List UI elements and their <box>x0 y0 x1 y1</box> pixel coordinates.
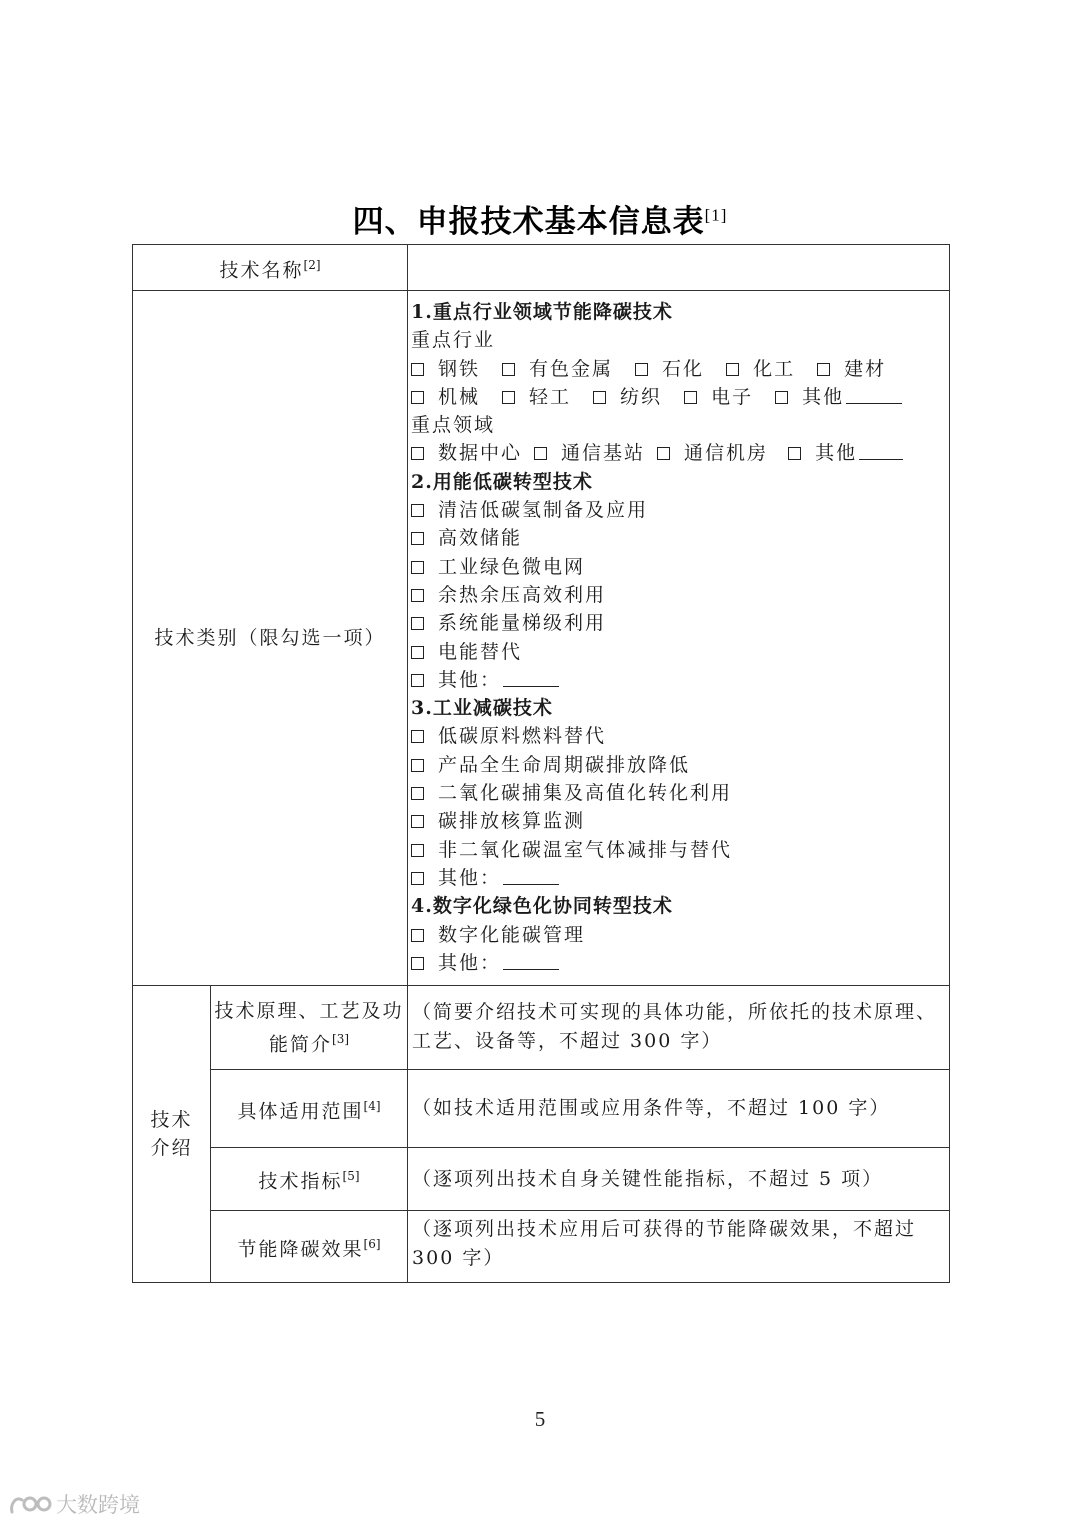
checkbox[interactable] <box>411 391 424 404</box>
option-hydrogen[interactable]: 清洁低碳氢制备及应用 <box>411 496 946 524</box>
option-comm-room[interactable]: 通信机房 <box>657 439 768 467</box>
checkbox[interactable] <box>502 391 515 404</box>
tech-name-input[interactable] <box>408 245 950 291</box>
checkbox[interactable] <box>817 363 830 376</box>
page-title <box>0 196 1080 241</box>
industry-row-2 <box>411 383 946 411</box>
checkbox[interactable] <box>411 929 424 942</box>
row-scope <box>133 1070 950 1148</box>
fill-blank[interactable] <box>503 949 559 970</box>
option-waste-heat[interactable]: 余热余压高效利用 <box>411 581 946 609</box>
checkbox[interactable] <box>411 447 424 460</box>
option-other-industry[interactable]: 其他 <box>775 383 902 411</box>
row-indicators <box>133 1148 950 1211</box>
checkbox[interactable] <box>411 815 424 828</box>
tech-category-options <box>408 291 950 986</box>
checkbox[interactable] <box>411 646 424 659</box>
option-carbon-monitoring[interactable]: 碳排放核算监测 <box>411 807 946 835</box>
option-nonferrous[interactable]: 有色金属 <box>502 355 613 383</box>
fill-blank[interactable] <box>859 439 903 460</box>
scope-label: 具体适用范围[4] <box>211 1070 408 1148</box>
option-other-3[interactable]: 其他： <box>411 864 946 892</box>
row-tech-category <box>133 291 950 986</box>
checkbox[interactable] <box>411 759 424 772</box>
scope-input[interactable]: （如技术适用范围或应用条件等，不超过 100 字） <box>408 1070 950 1148</box>
option-textile[interactable]: 纺织 <box>593 383 662 411</box>
section-heading: 4.数字化绿色化协同转型技术 <box>411 895 673 918</box>
checkbox[interactable] <box>411 787 424 800</box>
option-light-industry[interactable]: 轻工 <box>502 383 571 411</box>
option-ccus[interactable]: 二氧化碳捕集及高值化转化利用 <box>411 779 946 807</box>
checkbox[interactable] <box>534 447 547 460</box>
option-chemical[interactable]: 化工 <box>726 355 795 383</box>
option-other-field[interactable]: 其他 <box>788 439 903 467</box>
option-other-2[interactable]: 其他： <box>411 666 946 694</box>
subheading-industries: 重点行业 <box>411 329 496 352</box>
option-base-station[interactable]: 通信基站 <box>534 439 645 467</box>
option-data-center[interactable]: 数据中心 <box>411 439 522 467</box>
watermark-logo-icon <box>8 1492 52 1516</box>
checkbox[interactable] <box>411 730 424 743</box>
option-electrification[interactable]: 电能替代 <box>411 638 946 666</box>
tech-category-label: 技术类别（限勾选一项） <box>133 291 408 986</box>
intro-group-label: 技术 介绍 <box>133 986 211 1283</box>
row-effect <box>133 1211 950 1283</box>
fill-blank[interactable] <box>503 864 559 885</box>
title-text: 四、申报技术基本信息表 <box>352 204 705 240</box>
option-other-4[interactable]: 其他： <box>411 949 946 977</box>
fill-blank[interactable] <box>846 383 902 404</box>
option-microgrid[interactable]: 工业绿色微电网 <box>411 553 946 581</box>
checkbox[interactable] <box>411 363 424 376</box>
title-footnote: [1] <box>704 205 728 225</box>
watermark <box>8 1489 140 1519</box>
checkbox[interactable] <box>411 844 424 857</box>
option-lifecycle[interactable]: 产品全生命周期碳排放降低 <box>411 751 946 779</box>
option-steel[interactable]: 钢铁 <box>411 355 480 383</box>
checkbox[interactable] <box>593 391 606 404</box>
checkbox[interactable] <box>684 391 697 404</box>
checkbox[interactable] <box>726 363 739 376</box>
option-non-co2[interactable]: 非二氧化碳温室气体减排与替代 <box>411 836 946 864</box>
row-tech-name <box>133 245 950 291</box>
field-row <box>411 439 946 467</box>
indicators-label: 技术指标[5] <box>211 1148 408 1211</box>
row-principle <box>133 986 950 1070</box>
checkbox[interactable] <box>411 957 424 970</box>
checkbox[interactable] <box>635 363 648 376</box>
option-petrochemical[interactable]: 石化 <box>635 355 704 383</box>
option-low-carbon-feedstock[interactable]: 低碳原料燃料替代 <box>411 722 946 750</box>
fill-blank[interactable] <box>503 666 559 687</box>
tech-info-table <box>132 244 950 1283</box>
checkbox[interactable] <box>411 674 424 687</box>
option-storage[interactable]: 高效储能 <box>411 524 946 552</box>
industry-row-1 <box>411 355 946 383</box>
checkbox[interactable] <box>411 532 424 545</box>
checkbox[interactable] <box>411 561 424 574</box>
section-heading: 3.工业减碳技术 <box>411 697 553 720</box>
indicators-input[interactable]: （逐项列出技术自身关键性能指标，不超过 5 项） <box>408 1148 950 1211</box>
principle-label: 技术原理、工艺及功能简介[3] <box>211 986 408 1070</box>
option-machinery[interactable]: 机械 <box>411 383 480 411</box>
checkbox[interactable] <box>411 589 424 602</box>
checkbox[interactable] <box>502 363 515 376</box>
subheading-fields: 重点领域 <box>411 414 496 437</box>
effect-label: 节能降碳效果[6] <box>211 1211 408 1283</box>
section-heading: 1.重点行业领域节能降碳技术 <box>411 301 673 323</box>
option-electronics[interactable]: 电子 <box>684 383 753 411</box>
tech-name-label: 技术名称[2] <box>133 245 408 291</box>
option-cascade-energy[interactable]: 系统能量梯级利用 <box>411 609 946 637</box>
effect-input[interactable]: （逐项列出技术应用后可获得的节能降碳效果，不超过300 字） <box>408 1211 950 1283</box>
watermark-text: 大数跨境 <box>56 1493 140 1517</box>
section-heading: 2.用能低碳转型技术 <box>411 470 593 493</box>
option-digital-energy[interactable]: 数字化能碳管理 <box>411 921 946 949</box>
principle-input[interactable]: （简要介绍技术可实现的具体功能，所依托的技术原理、工艺、设备等，不超过 300 字） <box>408 986 950 1070</box>
checkbox[interactable] <box>411 617 424 630</box>
checkbox[interactable] <box>788 447 801 460</box>
page-number: 5 <box>534 1407 546 1431</box>
option-building-materials[interactable]: 建材 <box>817 355 886 383</box>
checkbox[interactable] <box>411 872 424 885</box>
checkbox[interactable] <box>657 447 670 460</box>
checkbox[interactable] <box>775 391 788 404</box>
checkbox[interactable] <box>411 504 424 517</box>
